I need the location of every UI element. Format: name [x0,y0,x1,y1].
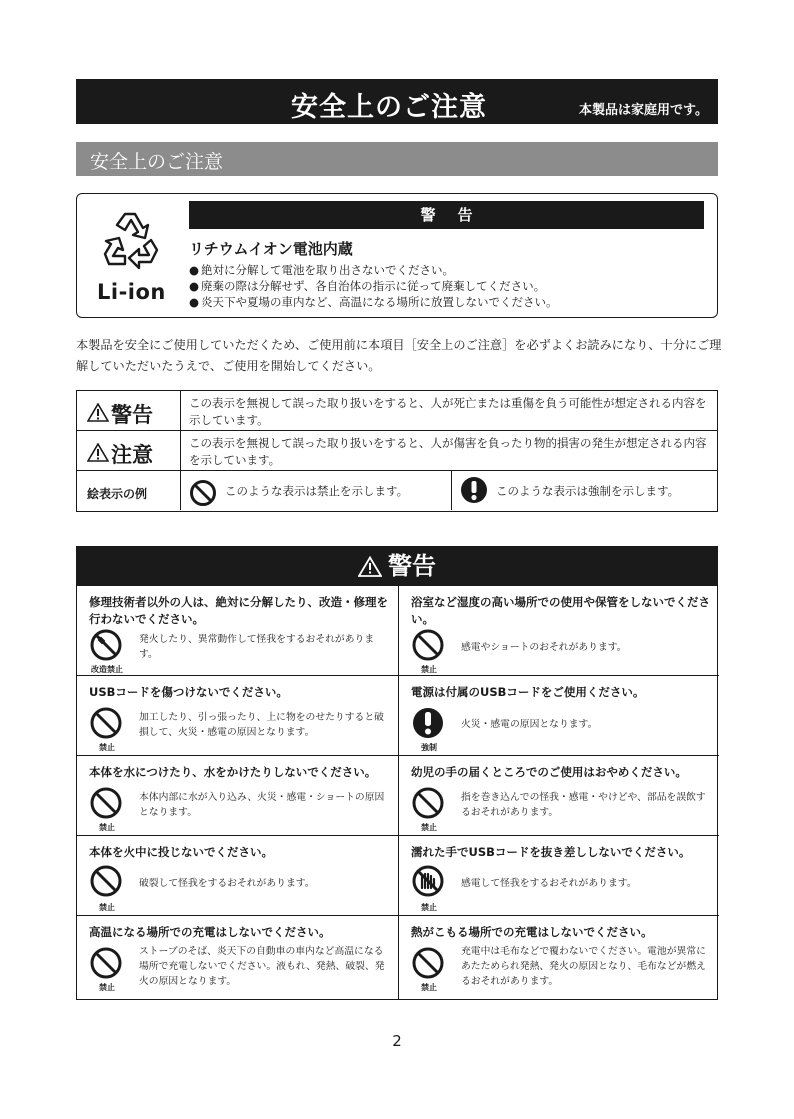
prohibit-icon [411,786,445,820]
warning-heading: 熱がこもる場所での充電はしないでください。 [411,925,653,939]
prohibit-example-text: このような表示は禁止を示します。 [225,484,409,498]
warning-item [77,586,399,676]
liion-title: リチウムイオン電池内蔵 [189,240,353,258]
warning-section-title: 警告 [388,552,436,580]
prohibit-icon [189,479,217,507]
section-header [76,142,718,176]
icon-caption: 禁止 [421,665,437,674]
mandatory-icon [411,706,445,740]
prohibit-icon [89,946,123,980]
legend-example-label: 絵表示の例 [87,487,148,501]
mandatory-icon [460,476,488,504]
mandatory-example [451,471,717,510]
warning-grid [76,586,718,1000]
warning-heading: 高温になる場所での充電はしないでください。 [89,925,331,939]
icon-caption: 禁止 [421,903,437,912]
prohibit-icon [411,946,445,980]
warning-item [399,676,719,756]
warning-body: 本体内部に水が入り込み、火災・感電・ショートの原因となります。 [139,792,385,818]
legend-row-caution [77,431,717,471]
warning-item [77,676,399,756]
warning-item [399,836,719,916]
warning-heading: 修理技術者以外の人は、絶対に分解したり、改造・修理を行わないでください。 [89,595,388,626]
liion-list [189,262,558,310]
legend-table [76,390,718,512]
warning-heading: 幼児の手の届くところでのご使用はおやめください。 [411,765,687,779]
legend-desc-warning: この表示を無視して誤った取り扱いをすると、人が死亡または重傷を負う可能性が想定される内容を示しています。 [189,396,707,427]
liion-warning-box [76,193,718,318]
list-item: ● 炎天下や夏場の車内など、高温になる場所に放置しないでください。 [189,294,558,310]
warning-heading: USBコードを傷つけないでください。 [89,685,288,699]
icon-caption: 禁止 [421,983,437,992]
warning-heading: 本体を火中に投じないでください。 [89,845,273,859]
warning-body: ストーブのそば、炎天下の自動車の車内など高温になる場所で充電しないでください。液もれ、発熱、破裂、発火の原因となります。 [139,946,385,987]
warning-body: 充電中は毛布などで覆わないでください。電池が異常にあたためられ発熱、発火の原因となり、毛布などが燃えるおそれがあります。 [461,946,706,987]
intro-paragraph: 本製品を安全にご使用していただくため、ご使用前に本項目［安全上のご注意］を必ずよくお読みになり、十分にご理解していただいたうえで、ご使用を開始してください。 [76,338,722,373]
warning-item [77,756,399,836]
warning-heading: 本体を水につけたり、水をかけたりしないでください。 [89,765,377,779]
warning-body: 感電やショートのおそれがあります。 [461,642,627,653]
warning-item [399,756,719,836]
warning-item [77,836,399,916]
warning-triangle-icon [358,556,382,577]
warning-triangle-icon [87,403,109,422]
warning-body: 火災・感電の原因となります。 [461,719,598,730]
icon-caption: 禁止 [421,823,437,832]
warning-heading: 濡れた手でUSBコードを抜き差ししないでください。 [411,845,691,859]
icon-caption: 強制 [421,743,437,752]
page-title: 安全上のご注意 [291,92,487,123]
page-subtitle: 本製品は家庭用です。 [579,103,708,118]
warning-heading: 浴室など湿度の高い場所での使用や保管をしないでください。 [411,595,710,626]
no-disassemble-icon [89,628,123,662]
warning-item [77,916,399,1000]
legend-row-examples [77,471,717,510]
warning-body: 加工したり、引っ張ったり、上に物をのせたりすると破損して、火災・感電の原因となります。 [139,712,384,738]
icon-caption: 禁止 [99,743,115,752]
warning-item [399,916,719,1000]
prohibit-icon [89,706,123,740]
warning-item [399,586,719,676]
legend-label-warning: 警告 [111,403,153,427]
legend-desc-caution: この表示を無視して誤った取り扱いをすると、人が傷害を負ったり物的損害の発生が想定される内容を示しています。 [189,436,707,467]
warning-strip: 警告 [189,201,704,229]
list-item: ● 廃棄の際は分解せず、各自治体の指示に従って廃棄してください。 [189,278,558,294]
prohibit-icon [89,864,123,898]
legend-label-caution: 注意 [111,443,153,467]
prohibit-icon [411,628,445,662]
icon-caption: 禁止 [99,983,115,992]
no-wet-hands-icon [411,864,445,898]
warning-body: 破裂して怪我をするおそれがあります。 [139,878,315,889]
legend-row-warning [77,391,717,431]
warning-body: 発火したり、異常動作して怪我をするおそれがあります。 [139,634,375,660]
caution-triangle-icon [87,443,109,462]
list-item: ● 絶対に分解して電池を取り出さないでください。 [189,262,558,278]
icon-caption: 禁止 [99,903,115,912]
prohibit-icon [89,786,123,820]
icon-caption: 禁止 [99,823,115,832]
recycle-icon [101,208,167,272]
title-bar [76,79,718,124]
warning-body: 感電して怪我をするおそれがあります。 [461,878,637,889]
liion-logo-text: Li-ion [97,280,166,304]
warning-heading: 電源は付属のUSBコードをご使用ください。 [411,685,645,699]
mandatory-example-text: このような表示は強制を示します。 [496,484,680,498]
section-title: 安全上のご注意 [90,151,224,173]
page-number: 2 [392,1032,402,1050]
warning-section-header [76,546,718,586]
warning-body: 指を巻き込んでの怪我・感電・やけどや、部品を誤飲するおそれがあります。 [461,792,706,818]
icon-caption: 改造禁止 [91,665,123,674]
